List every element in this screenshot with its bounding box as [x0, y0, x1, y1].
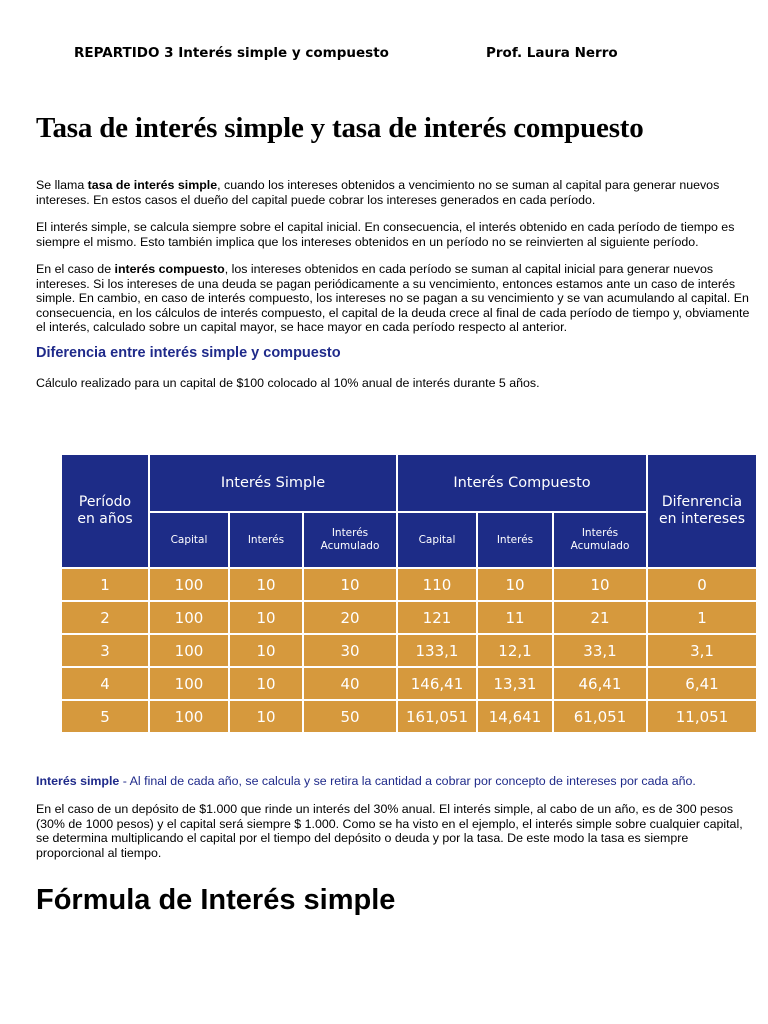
- cell-periodo: 5: [62, 701, 148, 732]
- cell-compuesto-capital: 110: [398, 569, 476, 600]
- cell-compuesto-acumulado: 10: [554, 569, 646, 600]
- note-label: Interés simple: [36, 774, 120, 788]
- table-row: [62, 602, 756, 633]
- cell-simple-interes: 10: [230, 635, 302, 666]
- cell-periodo: 2: [62, 602, 148, 633]
- p1-c: , cuando los intereses obtenidos a vencimiento no se suman al capital para generar nuevos intereses. En estos casos el dueño del capital puede cobrar los intereses generados en cada período.: [36, 178, 720, 207]
- cell-diferencia: 11,051: [648, 701, 756, 732]
- table-row: [62, 635, 756, 666]
- cell-diferencia: 3,1: [648, 635, 756, 666]
- calculation-note: Cálculo realizado para un capital de $100 colocado al 10% anual de interés durante 5 años.: [36, 376, 540, 390]
- table-row: [62, 569, 756, 600]
- cell-compuesto-capital: 133,1: [398, 635, 476, 666]
- cell-diferencia: 1: [648, 602, 756, 633]
- header-interes-compuesto: Interés Compuesto: [398, 455, 646, 511]
- subheader-simple-capital: Capital: [150, 513, 228, 567]
- cell-simple-capital: 100: [150, 701, 228, 732]
- table-row: [62, 668, 756, 699]
- cell-simple-interes: 10: [230, 569, 302, 600]
- p3-c: , los intereses obtenidos en cada período se suman al capital inicial para generar nuevos intereses. Si los intereses de una deuda se pagan periódicamente a su vencimiento, entonces estamos ante un caso de interés simple. En cambio, en caso de interés compuesto, los intereses no se pagan a su vencimiento y se van acumulando al capital. En consecuencia, en los cálculos de interés compuesto, el capital de la deuda crece al final de cada período de tiempo y, obviamente el interés, calculado sobre un capital mayor, se hace mayor en cada período respecto al anterior.: [36, 262, 750, 335]
- cell-simple-interes: 10: [230, 602, 302, 633]
- table-row: [62, 701, 756, 732]
- header-diferencia: Difenrencia en intereses: [648, 455, 756, 567]
- header-periodo: Período en años: [62, 455, 148, 567]
- cell-simple-capital: 100: [150, 569, 228, 600]
- cell-simple-acumulado: 10: [304, 569, 396, 600]
- cell-compuesto-interes: 11: [478, 602, 552, 633]
- cell-diferencia: 6,41: [648, 668, 756, 699]
- cell-periodo: 4: [62, 668, 148, 699]
- cell-simple-interes: 10: [230, 701, 302, 732]
- paragraph-deposit-example: En el caso de un depósito de $1.000 que rinde un interés del 30% anual. El interés simple, al cabo de un año, es de 300 pesos (30% de 1000 pesos) y el capital será siempre $ 1.000. Como se ha visto en el ejemplo, el interés simple sobre cualquier capital, se determina multiplicando el capital por el tiempo del depósito o deuda y por la tasa. De este modo la tasa es siempre proporcional al tiempo.: [36, 802, 743, 860]
- cell-compuesto-acumulado: 33,1: [554, 635, 646, 666]
- subheader-compuesto-interes: Interés: [478, 513, 552, 567]
- cell-simple-acumulado: 40: [304, 668, 396, 699]
- p3-a: En el caso de: [36, 262, 115, 276]
- paragraph-compound-definition: [36, 262, 756, 335]
- cell-compuesto-acumulado: 46,41: [554, 668, 646, 699]
- paragraph-simple-calculation: El interés simple, se calcula siempre sobre el capital inicial. En consecuencia, el interés obtenido en cada período de tiempo es siempre el mismo. Esto también implica que los intereses obtenidos en un período no se reinvierten al siguiente período.: [36, 220, 735, 249]
- note-text: - Al final de cada año, se calcula y se retira la cantidad a cobrar por concepto de intereses por cada año.: [119, 774, 696, 788]
- cell-compuesto-capital: 161,051: [398, 701, 476, 732]
- cell-compuesto-interes: 14,641: [478, 701, 552, 732]
- section-subtitle: Diferencia entre interés simple y compuesto: [36, 345, 341, 361]
- cell-simple-acumulado: 30: [304, 635, 396, 666]
- header-course: REPARTIDO 3 Interés simple y compuesto: [74, 45, 389, 61]
- subheader-compuesto-capital: Capital: [398, 513, 476, 567]
- simple-interest-note: [36, 774, 696, 788]
- subheader-compuesto-acumulado: Interés Acumulado: [554, 513, 646, 567]
- cell-simple-acumulado: 20: [304, 602, 396, 633]
- cell-periodo: 1: [62, 569, 148, 600]
- cell-compuesto-capital: 146,41: [398, 668, 476, 699]
- subheader-simple-acumulado: Interés Acumulado: [304, 513, 396, 567]
- p3-bold: interés compuesto: [114, 262, 225, 276]
- cell-compuesto-interes: 10: [478, 569, 552, 600]
- subheader-simple-interes: Interés: [230, 513, 302, 567]
- p1-bold: tasa de interés simple: [87, 178, 218, 192]
- cell-simple-acumulado: 50: [304, 701, 396, 732]
- page-header: [74, 45, 618, 61]
- cell-simple-capital: 100: [150, 668, 228, 699]
- cell-simple-capital: 100: [150, 602, 228, 633]
- cell-compuesto-acumulado: 21: [554, 602, 646, 633]
- cell-periodo: 3: [62, 635, 148, 666]
- page-title: Tasa de interés simple y tasa de interés compuesto: [36, 112, 644, 144]
- cell-compuesto-acumulado: 61,051: [554, 701, 646, 732]
- cell-diferencia: 0: [648, 569, 756, 600]
- cell-compuesto-capital: 121: [398, 602, 476, 633]
- header-interes-simple: Interés Simple: [150, 455, 396, 511]
- interest-table: [60, 453, 758, 734]
- cell-simple-interes: 10: [230, 668, 302, 699]
- p1-a: Se llama: [36, 178, 88, 192]
- cell-simple-capital: 100: [150, 635, 228, 666]
- formula-title: Fórmula de Interés simple: [36, 884, 396, 916]
- header-teacher: Prof. Laura Nerro: [486, 45, 618, 61]
- paragraph-simple-definition: [36, 178, 756, 207]
- cell-compuesto-interes: 13,31: [478, 668, 552, 699]
- cell-compuesto-interes: 12,1: [478, 635, 552, 666]
